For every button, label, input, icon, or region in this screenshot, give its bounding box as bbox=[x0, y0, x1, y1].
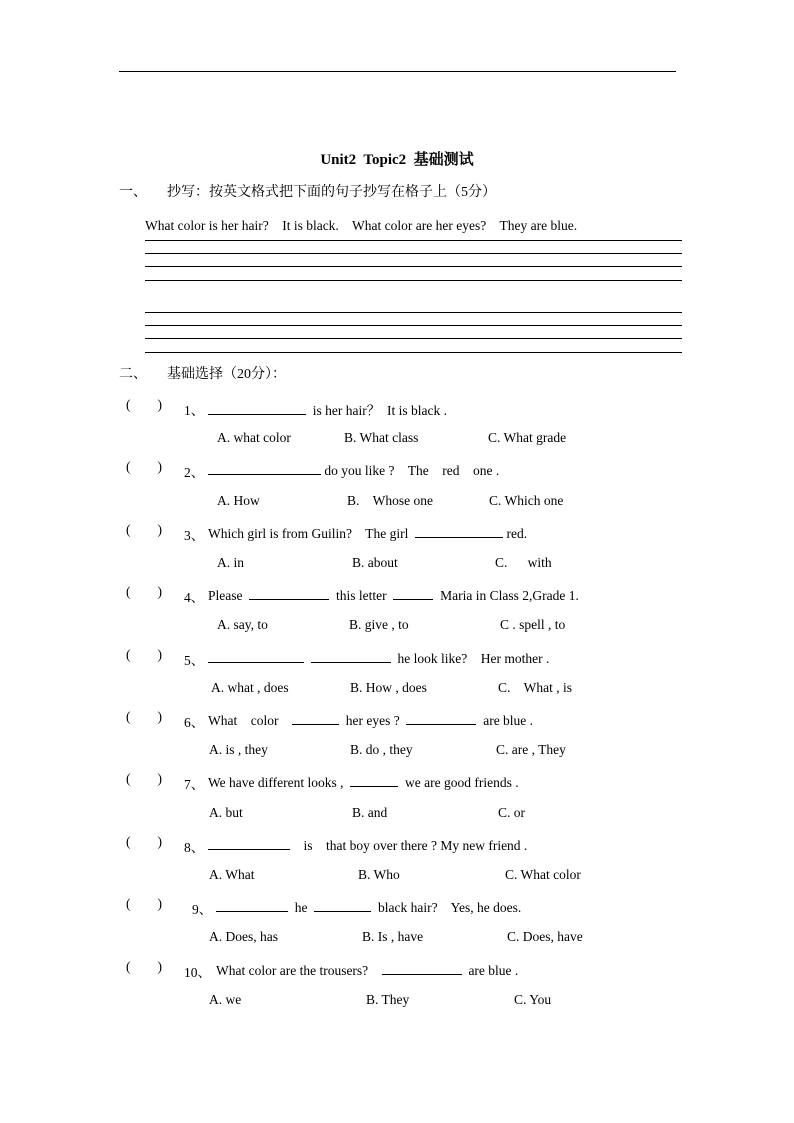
question-number: 6、 bbox=[184, 715, 205, 730]
question-text: We have different looks , we are good friends . bbox=[208, 775, 519, 790]
option-c[interactable]: C. What , is bbox=[498, 680, 572, 695]
question-number: 2、 bbox=[184, 465, 205, 480]
question-text: he look like? Her mother . bbox=[208, 649, 549, 667]
answer-blank[interactable] bbox=[314, 898, 371, 912]
option-c[interactable]: C. You bbox=[514, 992, 552, 1007]
option-a[interactable]: A. What bbox=[209, 867, 255, 882]
option-b[interactable]: B. and bbox=[352, 805, 388, 820]
option-a[interactable]: A. in bbox=[217, 555, 244, 570]
question-text: he black hair? Yes, he does. bbox=[216, 898, 521, 916]
option-b[interactable]: B. What class bbox=[344, 430, 419, 445]
page-title: Unit2 Topic2 基础测试 bbox=[320, 152, 474, 168]
question-text: Which girl is from Guilin? The girl red. bbox=[208, 526, 528, 541]
option-b[interactable]: B. Is , have bbox=[362, 929, 424, 944]
answer-paren[interactable]: ( ) bbox=[126, 459, 162, 474]
option-c[interactable]: C. What grade bbox=[488, 430, 567, 445]
answer-blank[interactable] bbox=[216, 898, 288, 912]
section1-number: 一、 bbox=[119, 185, 147, 200]
question-number: 4、 bbox=[184, 590, 205, 605]
answer-paren[interactable]: ( ) bbox=[126, 709, 162, 724]
option-a[interactable]: A. what , does bbox=[211, 680, 289, 695]
answer-blank[interactable] bbox=[208, 461, 321, 475]
option-b[interactable]: B. Who bbox=[358, 867, 400, 882]
question-number: 10、 bbox=[184, 965, 211, 980]
section1-heading: 抄写：按英文格式把下面的句子抄写在格子上（5分） bbox=[167, 185, 496, 200]
answer-blank[interactable] bbox=[393, 586, 433, 600]
answer-blank[interactable] bbox=[350, 773, 398, 787]
answer-paren[interactable]: ( ) bbox=[126, 647, 162, 662]
option-c[interactable]: C. with bbox=[495, 555, 552, 570]
question-number: 9、 bbox=[192, 902, 213, 917]
answer-paren[interactable]: ( ) bbox=[126, 522, 162, 537]
answer-blank[interactable] bbox=[208, 401, 306, 415]
option-a[interactable]: A. we bbox=[209, 992, 242, 1007]
question-number: 1、 bbox=[184, 403, 205, 418]
question-text: is that boy over there ? My new friend . bbox=[208, 836, 527, 854]
section2-number: 二、 bbox=[119, 367, 147, 382]
answer-paren[interactable]: ( ) bbox=[126, 959, 162, 974]
option-a[interactable]: A. is , they bbox=[209, 742, 268, 757]
answer-paren[interactable]: ( ) bbox=[126, 584, 162, 599]
question-number: 5、 bbox=[184, 653, 205, 668]
question-text: do you like ? The red one . bbox=[208, 461, 499, 479]
header-rule bbox=[119, 71, 676, 72]
question-text: Please this letter Maria in Class 2,Grade 1. bbox=[208, 588, 579, 603]
option-b[interactable]: B. How , does bbox=[350, 680, 427, 695]
answer-blank[interactable] bbox=[208, 836, 290, 850]
answer-blank[interactable] bbox=[382, 961, 462, 975]
option-c[interactable]: C. What color bbox=[505, 867, 581, 882]
option-a[interactable]: A. say, to bbox=[217, 617, 268, 632]
option-c[interactable]: C. Which one bbox=[489, 493, 564, 508]
question-text: What color her eyes ? are blue . bbox=[208, 713, 534, 728]
section2-heading: 基础选择（20分）： bbox=[167, 367, 286, 382]
option-a[interactable]: A. but bbox=[209, 805, 243, 820]
answer-blank[interactable] bbox=[415, 524, 503, 538]
option-b[interactable]: B. give , to bbox=[349, 617, 409, 632]
option-a[interactable]: A. what color bbox=[217, 430, 291, 445]
answer-blank[interactable] bbox=[249, 586, 329, 600]
copy-sentence: What color is her hair? It is black. What color are her eyes? They are blue. bbox=[145, 218, 578, 233]
answer-blank[interactable] bbox=[406, 711, 476, 725]
answer-paren[interactable]: ( ) bbox=[126, 834, 162, 849]
option-a[interactable]: A. Does, has bbox=[209, 929, 278, 944]
option-b[interactable]: B. Whose one bbox=[347, 493, 433, 508]
answer-blank[interactable] bbox=[311, 649, 391, 663]
option-c[interactable]: C. are , They bbox=[496, 742, 566, 757]
answer-blank[interactable] bbox=[208, 649, 304, 663]
option-c[interactable]: C. Does, have bbox=[507, 929, 583, 944]
option-b[interactable]: B. about bbox=[352, 555, 398, 570]
question-text: is her hair？ It is black . bbox=[208, 399, 447, 419]
answer-blank[interactable] bbox=[292, 711, 339, 725]
option-b[interactable]: B. They bbox=[366, 992, 410, 1007]
question-number: 8、 bbox=[184, 840, 205, 855]
option-a[interactable]: A. How bbox=[217, 493, 260, 508]
question-number: 7、 bbox=[184, 777, 205, 792]
question-number: 3、 bbox=[184, 528, 205, 543]
option-c[interactable]: C. or bbox=[498, 805, 525, 820]
answer-paren[interactable]: ( ) bbox=[126, 397, 162, 412]
option-c[interactable]: C . spell , to bbox=[500, 617, 566, 632]
question-text: What color are the trousers? are blue . bbox=[216, 963, 519, 978]
option-b[interactable]: B. do , they bbox=[350, 742, 413, 757]
answer-paren[interactable]: ( ) bbox=[126, 771, 162, 786]
answer-paren[interactable]: ( ) bbox=[126, 896, 162, 911]
